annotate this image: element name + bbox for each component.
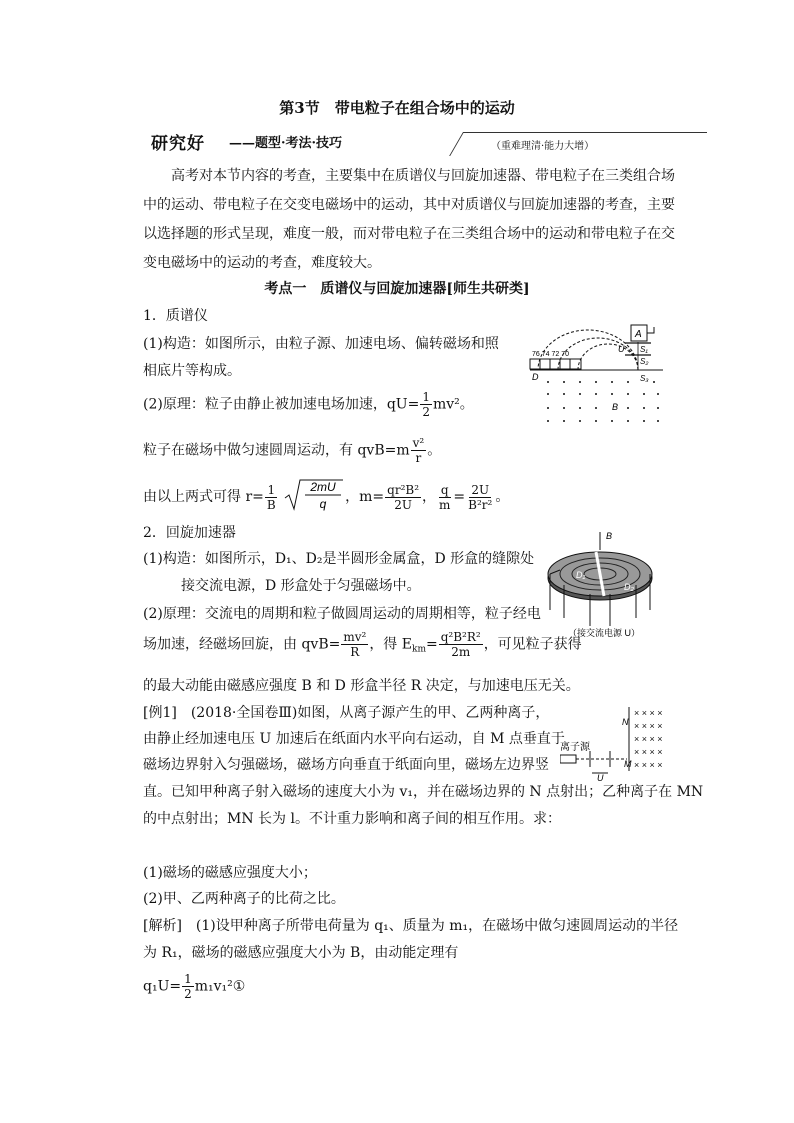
solution-line1: [解析] (1)设甲种离子所带电荷量为 q₁、质量为 m₁，在磁场中做匀速圆周运动的半径 — [143, 918, 679, 934]
page-title: 第3节 带电粒子在组合场中的运动 — [279, 99, 515, 117]
s1-gouzao-b: 相底片等构成。 — [143, 363, 241, 379]
s1-circle-frac — [411, 436, 427, 465]
cyclotron-figure — [540, 530, 670, 640]
s1-deduce-c: ， — [422, 489, 437, 505]
s1-deduce-a: 由以上两式可得 r= — [143, 489, 264, 505]
s2-yuanli-c: 的最大动能由磁感应强度 B 和 D 形盒半径 R 决定，与加速电压无关。 — [143, 678, 580, 694]
s2-gouzao-b: 接交流电源，D 形盒处于匀强磁场中。 — [181, 578, 421, 594]
s1-deduce-d: = — [453, 489, 466, 505]
kaodian-heading: 考点一 质谱仪与回旋加速器[师生共研类] — [264, 281, 530, 297]
frac-num: 1 — [422, 390, 430, 404]
s2-yuanli-b3: = — [425, 636, 438, 653]
frac-den: 2 — [422, 405, 430, 419]
label-S1: S₁ — [640, 345, 648, 354]
label-U: U — [618, 344, 625, 354]
banner-rule — [463, 132, 707, 133]
svg-text:× × × ×: × × × × — [634, 747, 663, 757]
mass-spectrometer-figure — [528, 322, 668, 427]
label-B: B — [612, 402, 619, 412]
frac-den: B²r² — [468, 497, 493, 512]
label-S2: S₂ — [640, 357, 649, 366]
s2-yuanli-f1 — [341, 630, 368, 659]
frac-num: v² — [412, 436, 425, 450]
s1-circle-a: 粒子在磁场中做匀速圆周运动，有 qvB=m — [143, 442, 410, 459]
frac-den: m — [439, 497, 451, 512]
solution-eq-a: q₁U= — [143, 978, 182, 995]
solution-line2: 为 R₁，磁场的磁感应强度大小为 B，由动能定理有 — [143, 945, 459, 961]
example-line1: [例1] (2018·全国卷Ⅲ)如图，从离子源产生的甲、乙两种离子， — [143, 705, 550, 721]
ekm-subscript: km — [411, 644, 426, 655]
label-D2: D₂ — [624, 582, 634, 592]
frac-num: 1 — [267, 482, 276, 497]
frac-num: q — [440, 482, 449, 497]
sqrt-symbol — [283, 478, 345, 516]
solution-eq-b: m₁v₁²① — [194, 978, 246, 995]
s1-circle — [143, 436, 441, 465]
s1-yuanli-b: mv²。 — [432, 396, 474, 413]
example-line2: 由静止经加速电压 U 加速后在纸面内水平向右运动，自 M 点垂直于 — [143, 731, 565, 747]
s1-deduce-f2 — [385, 483, 421, 512]
label-M: M — [624, 759, 632, 769]
svg-text:× × × ×: × × × × — [634, 721, 663, 731]
sqrt-num: 2mU — [310, 480, 336, 494]
s2-yuanli-b2: ，得 E — [369, 636, 412, 653]
sqrt-den: q — [319, 497, 327, 511]
cyclotron-caption: （接交流电源 U） — [568, 628, 641, 638]
field-crosses — [634, 708, 663, 770]
section-banner — [145, 128, 710, 154]
s1-gouzao-a: (1)构造：如图所示，由粒子源、加速电场、偏转磁场和照 — [143, 336, 499, 352]
s1-yuanli — [143, 390, 474, 419]
banner-main: 研究好 — [151, 134, 205, 154]
solution-eq-frac — [182, 972, 194, 1001]
s1-yuanli-a: (2)原理：粒子由静止被加速电场加速，qU= — [143, 396, 420, 413]
example-line5: 的中点射出；MN 长为 l。不计重力影响和离子间的相互作用。求： — [143, 811, 561, 827]
s1-deduce-b: ，m= — [345, 489, 385, 505]
frac-den: 2m — [451, 645, 471, 659]
s2-gouzao-a: (1)构造：如图所示，D₁、D₂是半圆形金属盒，D 形盒的缝隙处 — [143, 551, 535, 567]
s2-yuanli-f2 — [439, 630, 483, 659]
label-S3: S₃ — [640, 374, 649, 383]
intro-paragraph: 高考对本节内容的考查，主要集中在质谱仪与回旋加速器、带电粒子在三类组合场中的运动、带电粒子在交变电磁场中的运动，其中对质谱仪与回旋加速器的考查，主要以选择题的形式呈现，难度一般，而对带电粒子在三类组合场中的运动和带电粒子在交变电磁场中的运动的考查，难度较大。 — [143, 168, 675, 271]
question-2: (2)甲、乙两种离子的比荷之比。 — [143, 891, 345, 907]
question-1: (1)磁场的磁感应强度大小； — [143, 865, 317, 881]
s2-yuanli-b — [143, 630, 582, 659]
s1-circle-b: 。 — [427, 442, 442, 459]
scale-label: 76 74 72 70 — [532, 351, 569, 358]
s2-heading: 2．回旋加速器 — [143, 525, 236, 541]
label-D1: D₁ — [576, 570, 586, 580]
label-N: N — [622, 717, 629, 727]
banner-slash — [449, 132, 464, 156]
s1-deduce-f3 — [437, 483, 452, 512]
example-line4: 直。已知甲种离子射入磁场的速度大小为 v₁，并在磁场边界的 N 点射出；乙种离子在 MN — [143, 784, 704, 800]
ion-source-figure — [560, 705, 680, 785]
s2-yuanli-b1: 场加速，经磁场回旋，由 qvB= — [143, 636, 341, 653]
label-B-top: B — [606, 531, 613, 541]
label-U-fig3: U — [597, 773, 604, 783]
s1-deduce-f4 — [466, 483, 494, 512]
svg-text:× × × ×: × × × × — [634, 760, 663, 770]
frac-num: qr²B² — [387, 482, 420, 497]
s2-yuanli-a: (2)原理：交流电的周期和粒子做圆周运动的周期相等，粒子经电 — [143, 606, 541, 622]
frac-den: 2U — [394, 497, 412, 512]
s1-deduce-f1 — [265, 483, 278, 512]
ion-source-label: 离子源 — [560, 742, 590, 753]
frac-num: 2U — [471, 482, 490, 497]
svg-text:× × × ×: × × × × — [634, 734, 663, 744]
s1-deduce — [143, 478, 509, 516]
frac-den: r — [415, 451, 422, 465]
label-D: D — [532, 372, 539, 382]
s1-deduce-e: 。 — [495, 489, 510, 505]
label-A: A — [635, 329, 642, 340]
frac-den: R — [350, 645, 360, 659]
field-dots — [547, 381, 659, 422]
frac-num: q²B²R² — [440, 630, 481, 644]
solution-eq — [143, 972, 245, 1001]
s1-heading: 1．质谱仪 — [143, 308, 208, 324]
frac-num: mv² — [343, 630, 367, 644]
banner-sub: ——题型·考法·技巧 — [229, 136, 343, 151]
banner-right: （重难理清·能力大增） — [491, 141, 595, 152]
frac-den: B — [266, 497, 276, 512]
s1-yuanli-frac — [420, 390, 432, 419]
frac-num: 1 — [184, 972, 192, 986]
frac-den: 2 — [184, 987, 192, 1001]
s2-yuanli-b4: ，可见粒子获得 — [483, 636, 582, 653]
svg-text:× × × ×: × × × × — [634, 708, 663, 718]
example-line3: 磁场边界射入匀强磁场，磁场方向垂直于纸面向里，磁场左边界竖 — [143, 757, 549, 773]
